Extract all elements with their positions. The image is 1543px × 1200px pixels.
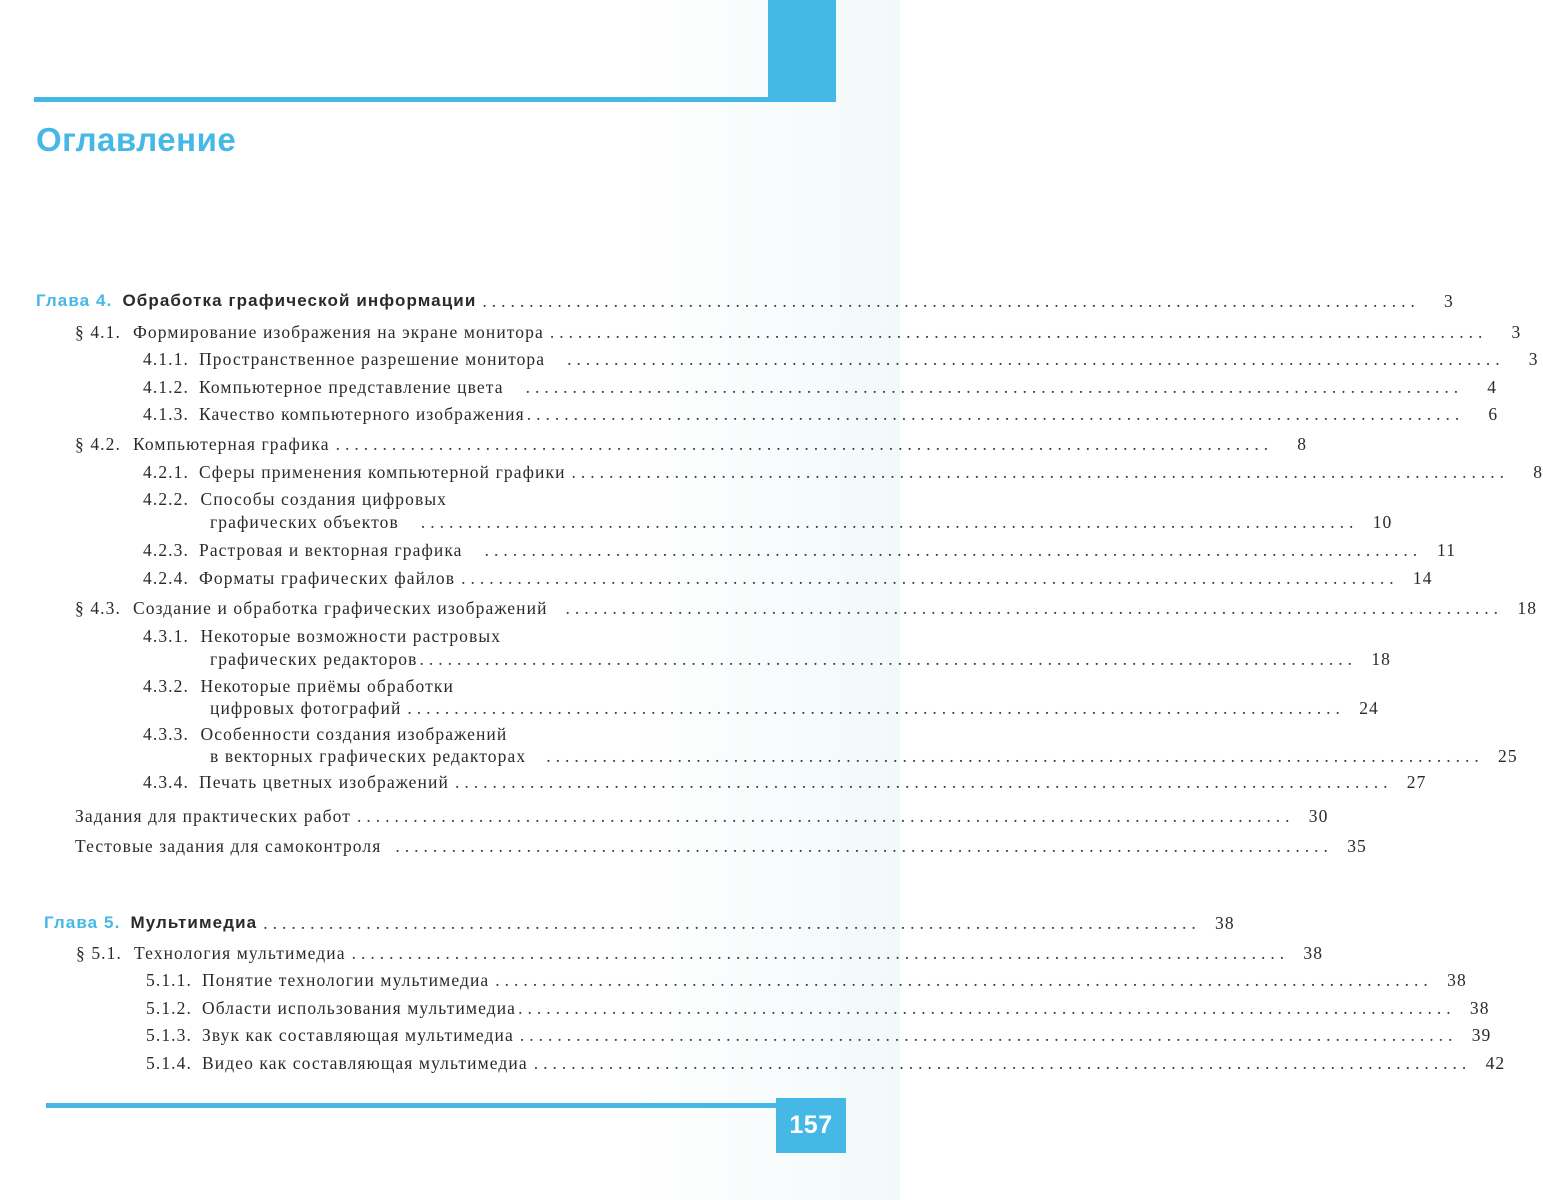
page-ref: 38 <box>1447 970 1467 990</box>
subsection-number: 5.1.2. <box>146 998 192 1018</box>
toc-subsection-4-3-1[interactable] <box>210 647 1392 671</box>
page-ref: 42 <box>1485 1053 1506 1073</box>
leader-dots: .................................................................................................... <box>395 836 1333 856</box>
page-ref: 38 <box>1469 998 1490 1018</box>
subsection-title-line1: Способы создания цифровых <box>200 489 448 509</box>
section-title: Создание и обработка графических изображений <box>132 598 548 618</box>
page-ref: 8 <box>1297 434 1308 454</box>
subsection-title-line2: в векторных графических редакторах <box>210 746 527 766</box>
leader-dots: .................................................................................................... <box>461 568 1399 588</box>
section-title: Компьютерная графика <box>132 434 330 454</box>
section-number: § 5.1. <box>76 943 122 963</box>
subsection-number: 4.2.2. <box>143 489 189 509</box>
toc-subsection-4-3-2[interactable] <box>210 696 1379 720</box>
subsection-number: 4.1.2. <box>143 377 189 397</box>
page-ref: 8 <box>1533 462 1543 482</box>
subsection-number: 4.3.4. <box>143 772 189 792</box>
subsection-title-line2: графических объектов <box>210 512 399 532</box>
toc-subsection-4-3-3-first-line[interactable] <box>143 722 507 746</box>
toc-subsection-5-1-1[interactable] <box>146 968 1467 992</box>
leader-dots: .................................................................................................... <box>419 649 1358 669</box>
subsection-title: Звук как составляющая мультимедиа <box>201 1025 514 1045</box>
leader-dots: .................................................................................................... <box>356 806 1295 826</box>
toc-subsection-4-2-3[interactable] <box>143 538 1457 562</box>
subsection-title-line1: Некоторые приёмы обработки <box>200 676 454 696</box>
leader-dots: .................................................................................................... <box>420 512 1359 532</box>
page-ref: 11 <box>1437 540 1457 560</box>
toc-subsection-5-1-4[interactable] <box>146 1051 1506 1075</box>
subsection-title-line2: графических редакторов <box>210 649 418 669</box>
toc-subsection-4-1-1[interactable] <box>143 347 1539 371</box>
page-title: Оглавление <box>36 121 237 158</box>
toc-subsection-4-2-2-first-line[interactable] <box>143 487 447 511</box>
page-ref: 24 <box>1359 698 1379 718</box>
subsection-title: Области использования мультимедиа <box>201 998 517 1018</box>
page-ref: 18 <box>1371 649 1392 669</box>
chapter-number: Глава 5. <box>44 913 121 932</box>
subsection-title-line1: Особенности создания изображений <box>200 724 508 744</box>
leader-dots: .................................................................................................... <box>526 404 1465 424</box>
subsection-title: Понятие технологии мультимедиа <box>201 970 490 990</box>
section-number: § 4.3. <box>75 598 121 618</box>
page-ref: 18 <box>1517 598 1538 618</box>
leader-dots: .................................................................................................... <box>484 540 1423 560</box>
subsection-title-line1: Некоторые возможности растровых <box>200 626 502 646</box>
leader-dots: .................................................................................................... <box>407 698 1345 718</box>
subsection-number: 4.2.4. <box>143 568 189 588</box>
entry-title: Тестовые задания для самоконтроля <box>75 836 382 856</box>
toc-subsection-4-1-2[interactable] <box>143 375 1498 399</box>
leader-dots: .................................................................................................... <box>567 349 1505 369</box>
toc-subsection-4-2-2[interactable] <box>210 510 1393 534</box>
subsection-number: 5.1.1. <box>146 970 192 990</box>
page-ref: 35 <box>1347 836 1367 856</box>
toc-subsection-4-3-2-first-line[interactable] <box>143 674 454 698</box>
section-number: § 4.2. <box>75 434 121 454</box>
toc-subsection-5-1-3[interactable] <box>146 1023 1492 1047</box>
leader-dots: .................................................................................................... <box>454 772 1393 792</box>
section-number: § 4.1. <box>75 322 121 342</box>
page-ref: 25 <box>1498 746 1518 766</box>
toc-section-5-1[interactable] <box>76 941 1324 965</box>
leader-dots: .................................................................................................... <box>351 943 1290 963</box>
page-ref: 38 <box>1303 943 1324 963</box>
page-ref: 3 <box>1444 291 1454 311</box>
toc-test-tasks[interactable] <box>75 834 1367 858</box>
subsection-number: 4.1.1. <box>143 349 189 369</box>
page-ref: 14 <box>1412 568 1433 588</box>
leader-dots: .................................................................................................... <box>546 746 1484 766</box>
bottom-rule <box>46 1103 776 1108</box>
page-ref: 38 <box>1215 913 1235 933</box>
subsection-title: Качество компьютерного изображения <box>198 404 525 424</box>
chapter-title: Мультимедиа <box>130 913 258 932</box>
subsection-number: 5.1.3. <box>146 1025 192 1045</box>
subsection-number: 4.3.1. <box>143 626 189 646</box>
toc-section-4-2[interactable] <box>75 432 1308 456</box>
leader-dots: .................................................................................................... <box>263 913 1201 933</box>
subsection-title: Видео как составляющая мультимедиа <box>201 1053 528 1073</box>
leader-dots: .................................................................................................... <box>565 598 1504 618</box>
toc-subsection-4-3-1-first-line[interactable] <box>143 624 501 648</box>
entry-title: Задания для практических работ <box>75 806 351 826</box>
leader-dots: .................................................................................................... <box>533 1053 1472 1073</box>
subsection-title: Пространственное разрешение монитора <box>198 349 546 369</box>
section-title: Технология мультимедиа <box>133 943 346 963</box>
leader-dots: .................................................................................................... <box>335 434 1274 454</box>
toc-section-4-1[interactable] <box>75 320 1522 344</box>
leader-dots: .................................................................................................... <box>518 998 1456 1018</box>
subsection-title: Сферы применения компьютерной графики <box>198 462 566 482</box>
subsection-number: 4.3.2. <box>143 676 189 696</box>
page-ref: 10 <box>1372 512 1393 532</box>
subsection-title: Компьютерное представление цвета <box>198 377 504 397</box>
leader-dots: .................................................................................................... <box>495 970 1433 990</box>
leader-dots: .................................................................................................... <box>549 322 1488 342</box>
toc-subsection-4-3-4[interactable] <box>143 770 1427 794</box>
subsection-title: Печать цветных изображений <box>198 772 449 792</box>
section-title: Формирование изображения на экране монитора <box>132 322 544 342</box>
subsection-title: Форматы графических файлов <box>198 568 456 588</box>
chapter-number: Глава 4. <box>36 291 113 310</box>
subsection-number: 4.3.3. <box>143 724 189 744</box>
toc-subsection-4-2-1[interactable] <box>143 460 1543 484</box>
page-ref: 39 <box>1471 1025 1492 1045</box>
leader-dots: .................................................................................................... <box>519 1025 1458 1045</box>
leader-dots: .................................................................................................... <box>571 462 1510 482</box>
toc-subsection-4-1-3[interactable] <box>143 402 1499 426</box>
subsection-number: 4.2.1. <box>143 462 189 482</box>
toc-practice-tasks[interactable] <box>75 804 1329 828</box>
page-ref: 27 <box>1406 772 1427 792</box>
toc-subsection-4-2-4[interactable] <box>143 566 1433 590</box>
toc-chapter-5[interactable] <box>44 911 1235 935</box>
toc-subsection-4-3-3[interactable] <box>210 744 1518 768</box>
top-rule <box>34 97 836 102</box>
toc-chapter-4[interactable] <box>36 289 1454 313</box>
leader-dots: .................................................................................................... <box>525 377 1464 397</box>
subsection-number: 5.1.4. <box>146 1053 192 1073</box>
subsection-number: 4.2.3. <box>143 540 189 560</box>
toc-subsection-5-1-2[interactable] <box>146 996 1490 1020</box>
subsection-number: 4.1.3. <box>143 404 189 424</box>
page-ref: 4 <box>1487 377 1498 397</box>
subsection-title: Растровая и векторная графика <box>198 540 463 560</box>
top-color-tab <box>768 0 836 97</box>
page-ref: 6 <box>1488 404 1499 424</box>
subsection-title-line2: цифровых фотографий <box>210 698 402 718</box>
chapter-title: Обработка графической информации <box>122 291 477 310</box>
page-ref: 3 <box>1511 322 1522 342</box>
page-ref: 3 <box>1528 349 1539 369</box>
leader-dots: .................................................................................................... <box>482 291 1420 311</box>
toc-section-4-3[interactable] <box>75 596 1538 620</box>
page-ref: 30 <box>1308 806 1329 826</box>
page-number-badge: 157 <box>776 1098 846 1153</box>
